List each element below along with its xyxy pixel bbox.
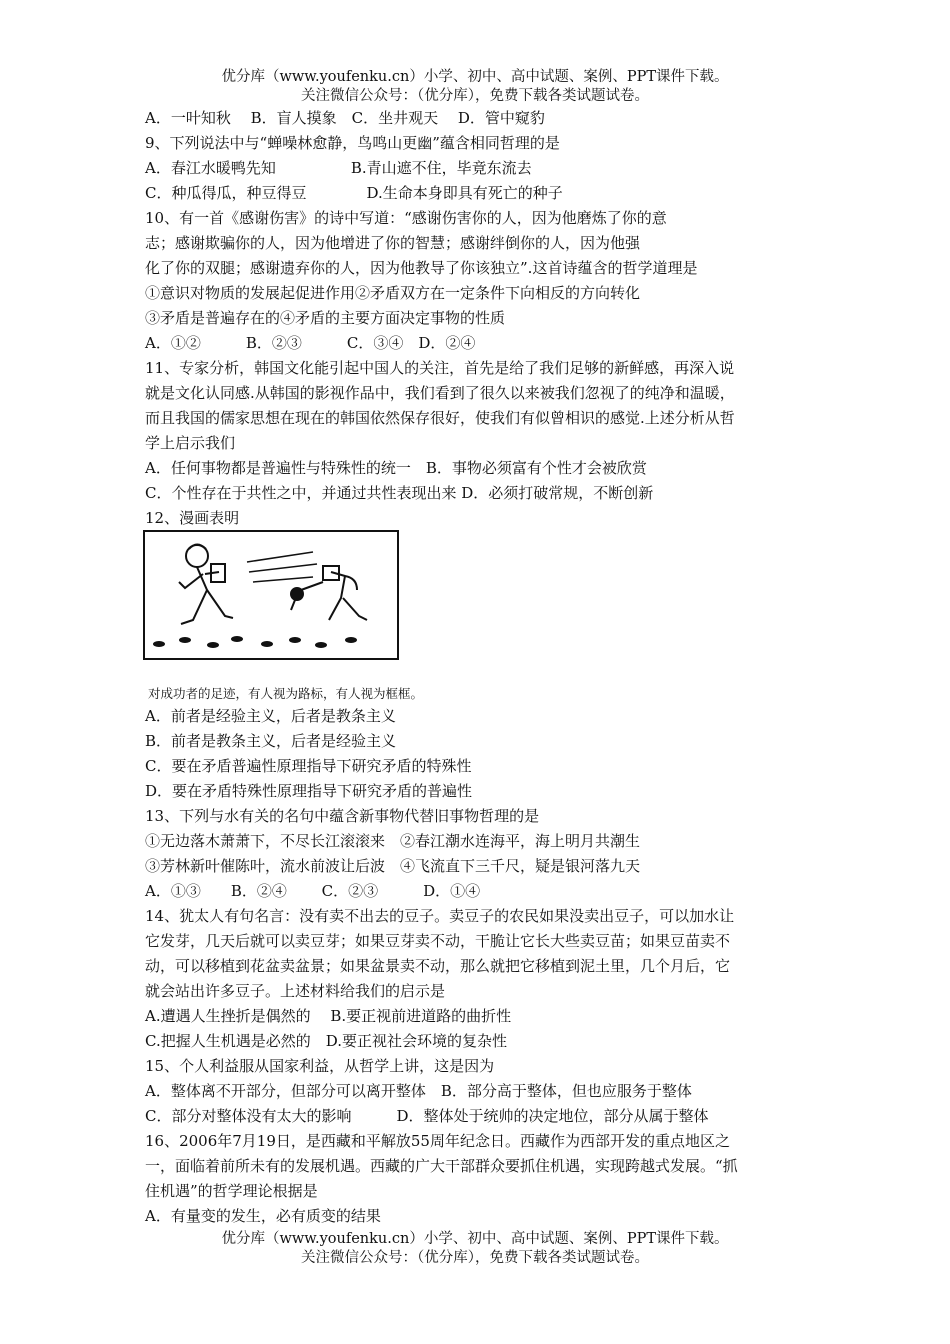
text-line: C.把握人生机遇是必然的 D.要正视社会环境的复杂性 (145, 1032, 507, 1050)
text-line: 9、下列说法中与“蝉噪林愈静，鸟鸣山更幽”蕴含相同哲理的是 (145, 134, 560, 152)
cartoon-caption: 对成功者的足迹，有人视为路标，有人视为框框。 (148, 686, 424, 701)
text-line: 就是文化认同感.从韩国的影视作品中，我们看到了很久以来被我们忽视了的纯净和温暖， (145, 384, 735, 402)
text-line: D．要在矛盾特殊性原理指导下研究矛盾的普遍性 (145, 782, 473, 800)
text-line: 一，面临着前所未有的发展机遇。西藏的广大干部群众要抓住机遇，实现跨越式发展。“抓 (145, 1157, 738, 1175)
text-line: A．任何事物都是普遍性与特殊性的统一 B．事物必须富有个性才会被欣赏 (145, 459, 647, 477)
text-line: 14、犹太人有句名言：没有卖不出去的豆子。卖豆子的农民如果没卖出豆子，可以加水让 (145, 907, 735, 925)
text-line: 16、2006年7月19日，是西藏和平解放55周年纪念日。西藏作为西部开发的重点地区之 (145, 1132, 730, 1150)
footprints (153, 636, 357, 648)
text-line: 动，可以移植到花盆卖盆景；如果盆景卖不动，那么就把它移植到泥土里，几个月后，它 (145, 957, 731, 975)
text-line: A．①③ B．②④ C．②③ D．①④ (145, 882, 481, 900)
text-line: A．①② B．②③ C．③④ D．②④ (145, 334, 476, 352)
text-line: 11、专家分析，韩国文化能引起中国人的关注，首先是给了我们足够的新鲜感，再深入说 (145, 359, 735, 377)
text-line: 12、漫画表明 (145, 509, 240, 527)
text-line: 就会站出许多豆子。上述材料给我们的启示是 (145, 982, 446, 1000)
text-line: 化了你的双腿；感谢遗弃你的人，因为他教导了你该独立”.这首诗蕴含的哲学道理是 (145, 259, 698, 277)
text-line: 10、有一首《感谢伤害》的诗中写道：“感谢伤害你的人，因为他磨炼了你的意 (145, 209, 667, 227)
cartoon-drawing (145, 532, 397, 658)
text-line: 住机遇”的哲学理论根据是 (145, 1182, 318, 1200)
text-line: A．一叶知秋 B．盲人摸象 C．坐井观天 D．管中窥豹 (145, 109, 545, 127)
text-line: ①意识对物质的发展起促进作用②矛盾双方在一定条件下向相反的方向转化 (145, 284, 641, 302)
text-line: 而且我国的儒家思想在现在的韩国依然保存很好，使我们有似曾相识的感觉.上述分析从哲 (145, 409, 735, 427)
text-line: 13、下列与水有关的名句中蕴含新事物代替旧事物哲理的是 (145, 807, 540, 825)
footer-line-1: 优分库（www.youfenku.cn）小学、初中、高中试题、案例、PPT课件下载。 (221, 1231, 729, 1247)
text-line: C．部分对整体没有太大的影响 D．整体处于统帅的决定地位，部分从属于整体 (145, 1107, 709, 1125)
text-line: ①无边落木萧萧下，不尽长江滚滚来 ②春江潮水连海平，海上明月共潮生 (145, 832, 641, 850)
header-line-2: 关注微信公众号：（优分库），免费下载各类试题试卷。 (301, 88, 649, 104)
text-line: C．要在矛盾普遍性原理指导下研究矛盾的特殊性 (145, 757, 472, 775)
text-line: C．个性存在于共性之中，并通过共性表现出来 D．必须打破常规，不断创新 (145, 484, 654, 502)
text-line: A．有量变的发生，必有质变的结果 (145, 1207, 381, 1225)
runner-figure (179, 545, 233, 625)
cartoon-image (143, 530, 399, 660)
text-line: ③芳林新叶催陈叶，流水前波让后波 ④飞流直下三千尺，疑是银河落九天 (145, 857, 641, 875)
text-line: 学上启示我们 (145, 434, 236, 452)
footer-line-2: 关注微信公众号：（优分库），免费下载各类试题试卷。 (301, 1250, 649, 1266)
header-line-1: 优分库（www.youfenku.cn）小学、初中、高中试题、案例、PPT课件下载。 (221, 69, 729, 85)
text-line: 志；感谢欺骗你的人，因为他增进了你的智慧；感谢绊倒你的人，因为他强 (145, 234, 641, 252)
text-line: A.遭遇人生挫折是偶然的 B.要正视前进道路的曲折性 (145, 1007, 512, 1025)
text-line: A．春江水暖鸭先知 B.青山遮不住，毕竟东流去 (145, 159, 532, 177)
text-line: 15、个人利益服从国家利益，从哲学上讲，这是因为 (145, 1057, 495, 1075)
text-line: C．种瓜得瓜，种豆得豆 D.生命本身即具有死亡的种子 (145, 184, 563, 202)
follower-figure (291, 566, 367, 620)
text-line: A．前者是经验主义，后者是教条主义 (145, 707, 396, 725)
text-line: 它发芽，几天后就可以卖豆芽；如果豆芽卖不动，干脆让它长大些卖豆苗；如果豆苗卖不 (145, 932, 731, 950)
speed-lines (247, 552, 317, 582)
text-line: A．整体离不开部分，但部分可以离开整体 B．部分高于整体，但也应服务于整体 (145, 1082, 692, 1100)
text-line: B．前者是教条主义，后者是经验主义 (145, 732, 397, 750)
text-line: ③矛盾是普遍存在的④矛盾的主要方面决定事物的性质 (145, 309, 506, 327)
